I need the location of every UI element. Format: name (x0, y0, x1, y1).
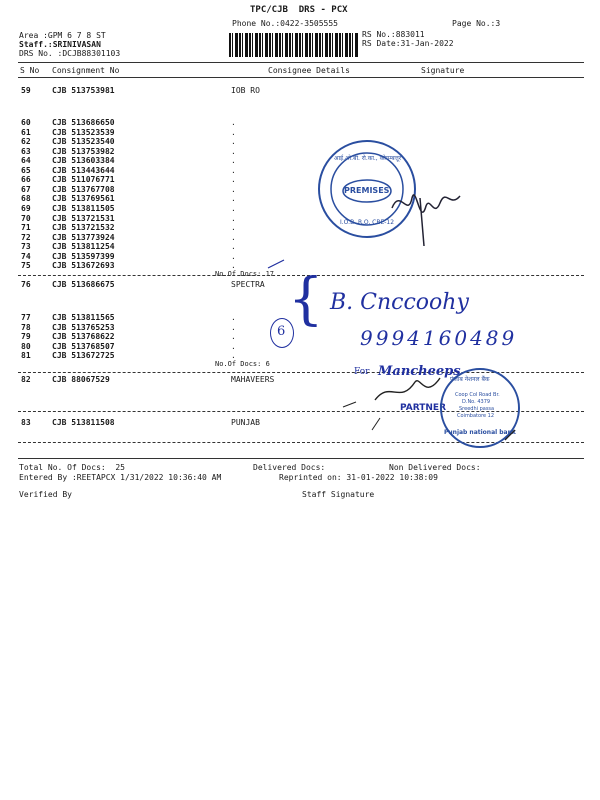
row-sno: 65 (21, 165, 31, 175)
row-consignee: . (231, 137, 236, 147)
row-consignee: . (231, 203, 236, 213)
row-consignment: CJB 513721531 (52, 213, 115, 223)
staff-signature-label: Staff Signature (302, 490, 375, 499)
drs-number: DRS No. :DCJB88301103 (19, 49, 121, 58)
row-consignee: . (231, 223, 236, 233)
row-sno: 71 (21, 223, 31, 233)
docs-count: No.Of Docs: 17 (215, 269, 275, 278)
handwritten-name: B. Cnccoohy (330, 290, 469, 315)
row-sno: 81 (21, 351, 31, 361)
row-consignee: . (231, 175, 236, 185)
row-sno: 60 (21, 118, 31, 127)
column-signature: Signature (421, 66, 465, 75)
row-consignment: CJB 513768622 (52, 332, 115, 342)
row-sno: 59 (21, 86, 31, 95)
row-consignee: . (231, 251, 236, 261)
stamp-for: For (354, 367, 370, 377)
column-consignee: Consignee Details (268, 66, 350, 75)
area-label: Area :GPM 6 7 8 ST (19, 31, 106, 40)
row-sno: 76 (21, 280, 31, 289)
row-sno: 63 (21, 146, 31, 156)
row-consignment: CJB 513672693 (52, 261, 115, 271)
row-consignee: PUNJAB (231, 418, 260, 427)
row-consignment: CJB 513753981 (52, 86, 115, 95)
row-consignee: . (231, 118, 236, 127)
row-consignee: IOB RO (231, 86, 260, 95)
row-consignment: CJB 513811565 (52, 313, 115, 322)
row-consignee: . (231, 194, 236, 204)
row-sno: 83 (21, 418, 31, 427)
row-consignee: . (231, 242, 236, 252)
staff-label: Staff.:SRINIVASAN (19, 40, 101, 49)
row-sno: 80 (21, 341, 31, 351)
column-sno: S No (20, 66, 40, 75)
row-consignee: . (231, 322, 236, 332)
row-consignment: CJB 513769561 (52, 194, 115, 204)
row-consignee: . (231, 184, 236, 194)
row-sno: 79 (21, 332, 31, 342)
row-consignee: . (231, 127, 236, 137)
stamp-premises-text: PREMISES (344, 186, 390, 195)
row-consignment: CJB 513767708 (52, 184, 115, 194)
rs-date: RS Date:31-Jan-2022 (362, 39, 454, 48)
row-consignment: CJB 513773924 (52, 232, 115, 242)
row-sno: 78 (21, 322, 31, 332)
docs-count: No.Of Docs: 6 (215, 359, 270, 368)
row-consignee: . (231, 332, 236, 342)
row-consignment: CJB 513768507 (52, 341, 115, 351)
row-consignment: CJB 513603384 (52, 156, 115, 166)
row-consignment: CJB 513811254 (52, 242, 115, 252)
stamp-punjab-bottom-text: Punjab national bank (444, 429, 516, 436)
row-consignee: MAHAVEERS (231, 375, 275, 384)
row-sno: 69 (21, 203, 31, 213)
row-consignment: CJB 513597399 (52, 251, 115, 261)
row-consignment: CJB 513811508 (52, 418, 115, 427)
non-delivered-docs: Non Delivered Docs: (389, 463, 481, 472)
stamp-punjab-line-3: Sreedhi passa (459, 406, 495, 412)
delivered-docs: Delivered Docs: (253, 463, 326, 472)
stamp-punjab-line-4: Coimbatore 12 (457, 413, 495, 419)
row-consignment: CJB 513686650 (52, 118, 115, 127)
row-consignment: CJB 513443644 (52, 165, 115, 175)
stamp-punjab-line-2: D.No. 4379 (462, 399, 491, 405)
stamp-brand: Mancheeps (378, 364, 461, 379)
row-sno: 73 (21, 242, 31, 252)
row-sno: 61 (21, 127, 31, 137)
row-consignment: CJB 513672725 (52, 351, 115, 361)
row-consignee: . (231, 213, 236, 223)
row-consignment: CJB 513721532 (52, 223, 115, 233)
handwritten-phone: 9994160489 (360, 326, 518, 350)
row-consignee: . (231, 146, 236, 156)
rs-number: RS No.:883011 (362, 30, 425, 39)
row-sno: 68 (21, 194, 31, 204)
row-consignee: . (231, 165, 236, 175)
stamp-punjab-ring-text: पंजाब नेशनल बैंक (450, 376, 490, 383)
row-consignment: CJB 88067529 (52, 375, 110, 384)
row-consignee: SPECTRA (231, 280, 265, 289)
stamp-partner: PARTNER (400, 403, 447, 413)
row-sno: 72 (21, 232, 31, 242)
row-sno: 66 (21, 175, 31, 185)
row-sno: 82 (21, 375, 31, 384)
row-consignment: CJB 513811505 (52, 203, 115, 213)
row-consignment: CJB 513753982 (52, 146, 115, 156)
row-consignment: CJB 513523539 (52, 127, 115, 137)
row-consignment: CJB 513686675 (52, 280, 115, 289)
verified-by: Verified By (19, 490, 72, 499)
row-sno: 62 (21, 137, 31, 147)
column-consignment: Consignment No (52, 66, 120, 75)
page-number: Page No.:3 (452, 19, 501, 28)
row-sno: 77 (21, 313, 31, 322)
phone-number: Phone No.:0422-3505555 (232, 19, 338, 28)
row-consignee: . (231, 351, 236, 361)
row-sno: 70 (21, 213, 31, 223)
row-sno: 64 (21, 156, 31, 166)
row-consignment: CJB 513765253 (52, 322, 115, 332)
row-consignee: . (231, 261, 236, 271)
row-consignment: CJB 513523540 (52, 137, 115, 147)
row-consignee: . (231, 156, 236, 166)
document-title: TPC/CJB DRS - PCX (250, 5, 348, 15)
stamp-punjab-line-1: Coop Col Road Br. (455, 392, 500, 398)
reprinted-on: Reprinted on: 31-01-2022 10:38:09 (279, 473, 438, 482)
stamp-iob-ring-text: आई.ओ.बी. रो.का., कोयम्बत्तूर (334, 155, 402, 162)
row-consignee: . (231, 341, 236, 351)
total-docs: Total No. Of Docs: 25 (19, 463, 125, 472)
stamp-iob-bottom-text: I.O.B. R.O. CBE-12 (340, 219, 395, 226)
row-sno: 74 (21, 251, 31, 261)
handwritten-count: 6 (277, 324, 286, 339)
row-sno: 75 (21, 261, 31, 271)
row-consignee: . (231, 313, 236, 322)
row-sno: 67 (21, 184, 31, 194)
row-consignment: CJB 511076771 (52, 175, 115, 185)
row-consignee: . (231, 232, 236, 242)
handwritten-brace: { (288, 267, 324, 332)
entered-by: Entered By :REETAPCX 1/31/2022 10:36:40 AM (19, 473, 222, 482)
